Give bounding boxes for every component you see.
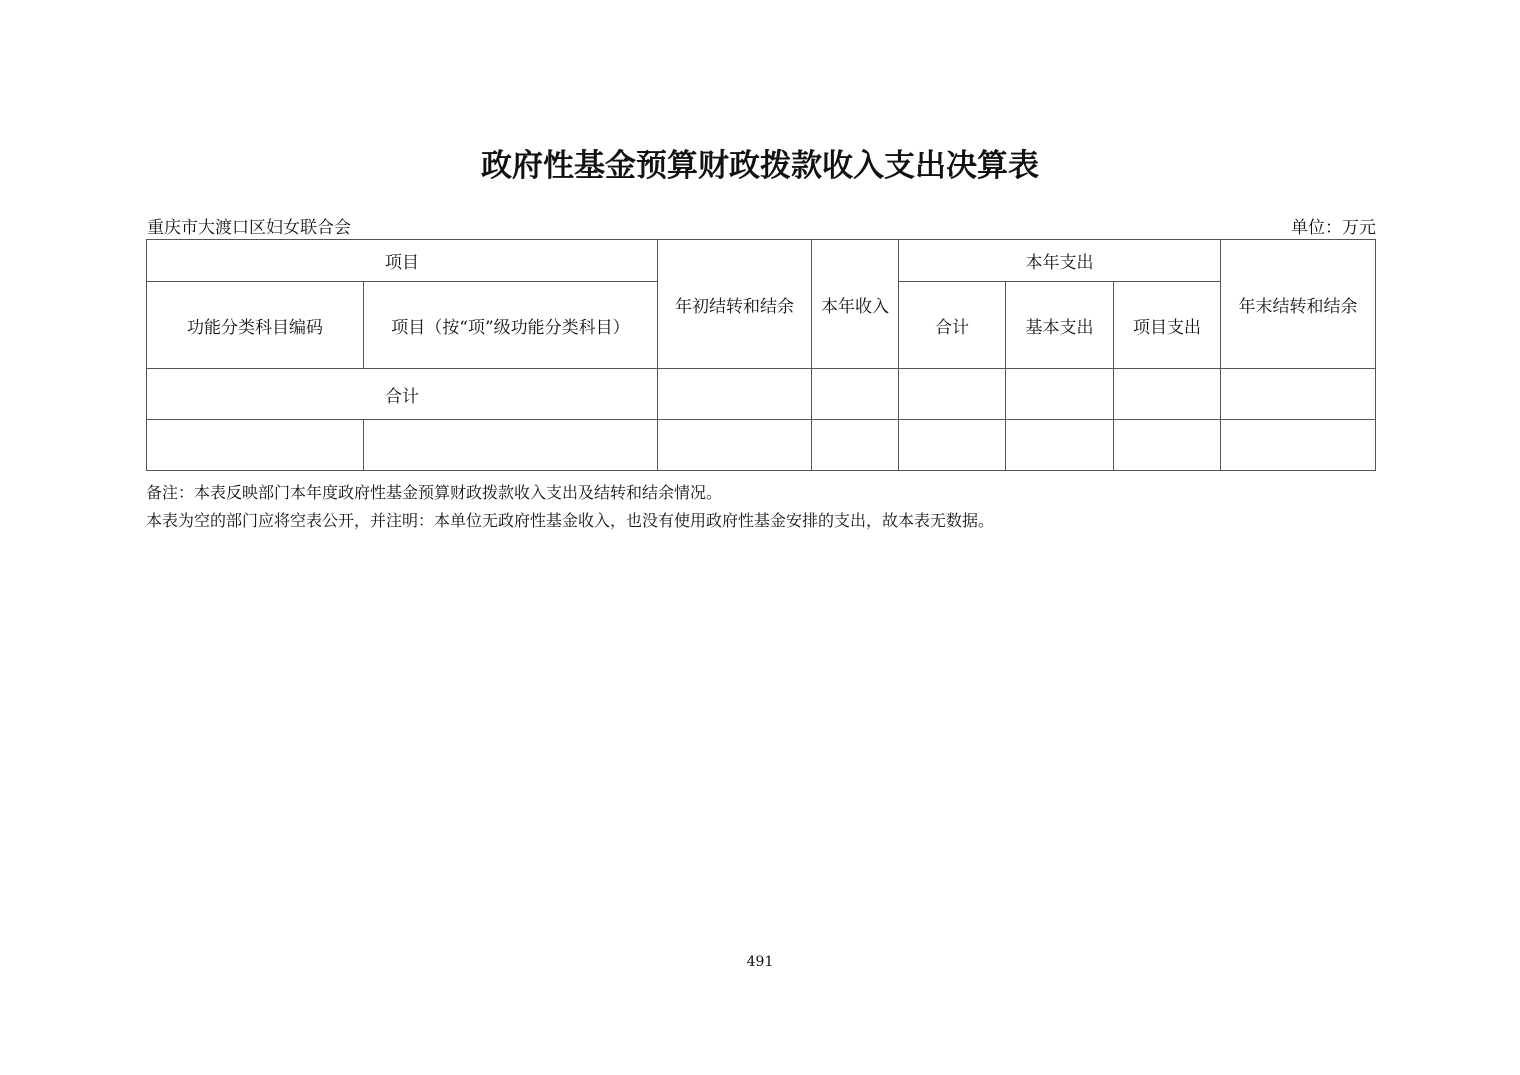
page-number: 491: [746, 954, 774, 970]
row-ending-balance: [1221, 420, 1376, 471]
header-row-1: [147, 240, 1376, 282]
total-basic-expense: [1006, 369, 1114, 420]
total-row: [147, 369, 1376, 420]
total-ending-balance: [1221, 369, 1376, 420]
row-item-name: [364, 420, 658, 471]
header-beginning-balance: 年初结转和结余: [658, 240, 812, 369]
header-function-code: 功能分类科目编码: [147, 282, 364, 369]
header-expense-total: 合计: [899, 282, 1006, 369]
total-beginning-balance: [658, 369, 812, 420]
header-basic-expense: 基本支出: [1006, 282, 1114, 369]
header-current-income: 本年收入: [812, 240, 899, 369]
header-ending-balance: 年末结转和结余: [1221, 240, 1376, 369]
note-line: 本表为空的部门应将空表公开，并注明：本单位无政府性基金收入，也没有使用政府性基金安排的支出，故本表无数据。: [146, 511, 995, 530]
header-project-expense: 项目支出: [1114, 282, 1221, 369]
total-row-label: 合计: [147, 369, 658, 420]
budget-table: [146, 239, 1376, 471]
row-function-code: [147, 420, 364, 471]
total-expense-total: [899, 369, 1006, 420]
notes-section: [146, 479, 994, 535]
total-current-income: [812, 369, 899, 420]
header-current-expense-group: 本年支出: [899, 240, 1221, 282]
row-project-expense: [1114, 420, 1221, 471]
unit-label: 单位：万元: [1291, 218, 1376, 238]
header-item-group: 项目: [147, 240, 658, 282]
row-current-income: [812, 420, 899, 471]
header-item-name: 项目（按“项”级功能分类科目）: [364, 282, 658, 369]
organization-name: 重庆市大渡口区妇女联合会: [147, 218, 351, 238]
table-row: [147, 420, 1376, 471]
row-basic-expense: [1006, 420, 1114, 471]
row-expense-total: [899, 420, 1006, 471]
row-beginning-balance: [658, 420, 812, 471]
total-project-expense: [1114, 369, 1221, 420]
note-line: 备注：本表反映部门本年度政府性基金预算财政拨款收入支出及结转和结余情况。: [146, 483, 723, 502]
page-title: 政府性基金预算财政拨款收入支出决算表: [481, 148, 1039, 184]
